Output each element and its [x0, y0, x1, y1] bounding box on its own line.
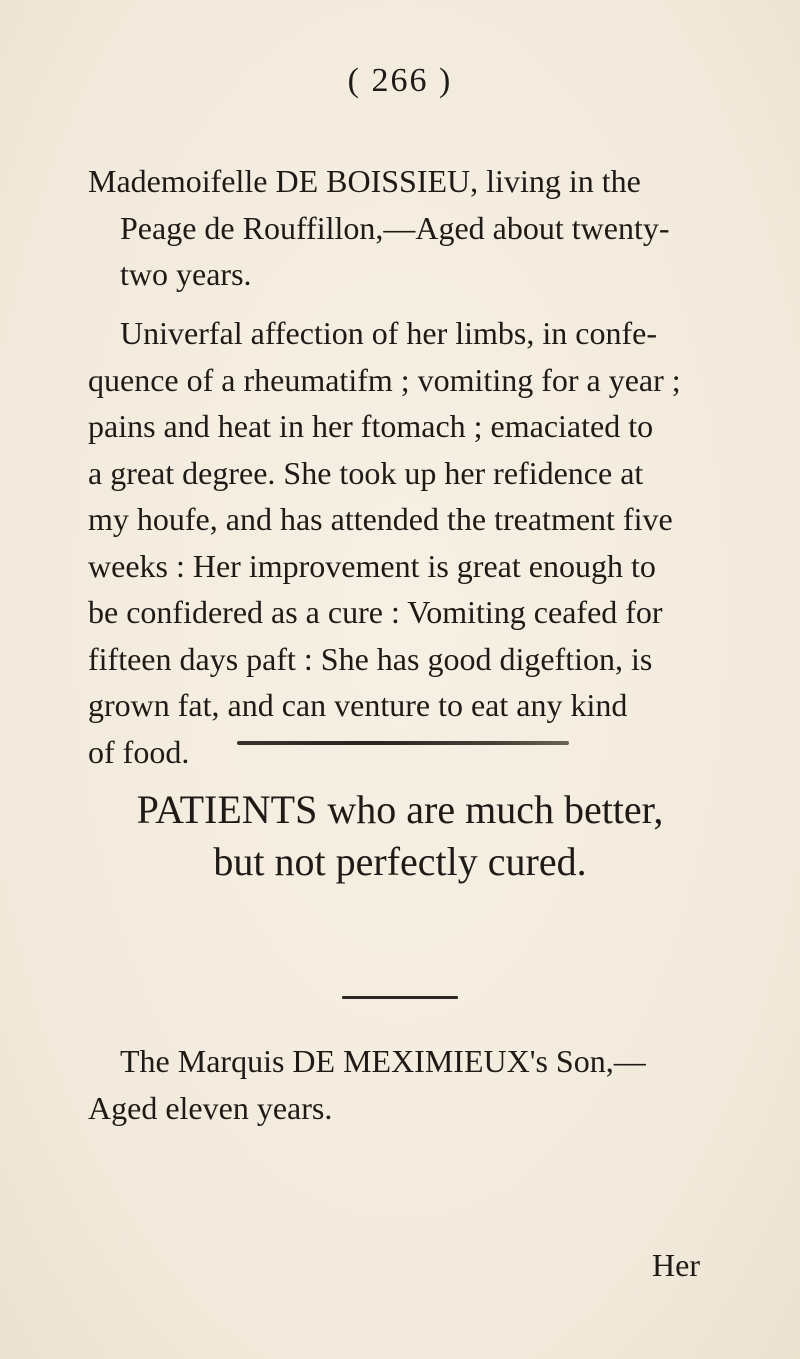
body-line: a great degree. She took up her refidence at	[88, 454, 644, 491]
short-divider	[342, 996, 458, 999]
body-line: weeks : Her improvement is great enough to	[88, 547, 656, 584]
entry-line: The Marquis DE MEXIMIEUX's Son,—	[120, 1043, 646, 1079]
entry-line: Peage de Rouffillon,—Aged about twenty-	[120, 209, 670, 246]
body-line: be confidered as a cure : Vomiting ceafed for	[88, 594, 663, 630]
body-line: grown fat, and can venture to eat any kind	[88, 687, 628, 723]
body-line: of food.	[88, 733, 190, 770]
section-heading-line-1: PATIENTS who are much better,	[136, 787, 664, 832]
section-divider	[237, 741, 569, 745]
catchword: Her	[652, 1247, 700, 1283]
entry-line: Aged eleven years.	[88, 1089, 333, 1126]
entry-line: Mademoifelle DE BOISSIEU, living in the	[88, 163, 641, 199]
body-line: pains and heat in her ftomach ; emaciated to	[88, 408, 654, 444]
section-heading-line-2: but not perfectly cured.	[213, 839, 587, 884]
page-number: ( 266 )	[347, 62, 453, 99]
entry-line: two years.	[120, 256, 252, 292]
case-description	[88, 310, 720, 775]
body-line: fifteen days paft : She has good digeftion, is	[88, 640, 653, 677]
patient-entry-boissieu	[88, 158, 720, 298]
patient-entry-meximieux	[88, 1038, 720, 1131]
body-line: quence of a rheumatifm ; vomiting for a year ;	[88, 361, 681, 398]
body-line: Univerfal affection of her limbs, in confe-	[120, 315, 657, 351]
body-line: my houfe, and has attended the treatment five	[88, 501, 673, 537]
